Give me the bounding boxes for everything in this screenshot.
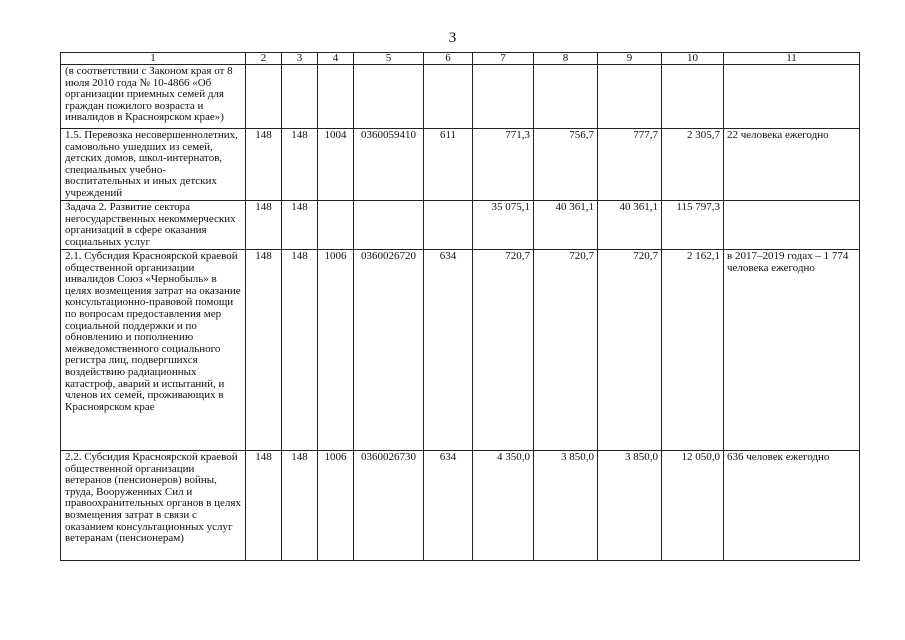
cell-c3: 148 — [282, 250, 318, 451]
column-header: 9 — [598, 53, 662, 65]
cell-c6 — [424, 65, 473, 129]
cell-c5 — [354, 65, 424, 129]
table-row — [61, 451, 860, 561]
cell-c2: 148 — [246, 129, 282, 201]
cell-c7 — [473, 65, 534, 129]
cell-c8: 3 850,0 — [534, 451, 598, 561]
cell-c5: 0360026730 — [354, 451, 424, 561]
cell-c11 — [724, 65, 860, 129]
column-header: 10 — [662, 53, 724, 65]
column-header: 1 — [61, 53, 246, 65]
budget-table — [60, 52, 860, 561]
cell-c10: 115 797,3 — [662, 201, 724, 250]
column-header: 6 — [424, 53, 473, 65]
cell-c5 — [354, 201, 424, 250]
cell-c2: 148 — [246, 201, 282, 250]
cell-c11: в 2017–2019 годах – 1 774 человека ежегодно — [724, 250, 860, 451]
page-number: 3 — [448, 30, 457, 46]
cell-c9: 720,7 — [598, 250, 662, 451]
cell-c4: 1004 — [318, 129, 354, 201]
header-row — [61, 53, 860, 65]
cell-c2: 148 — [246, 451, 282, 561]
column-header: 11 — [724, 53, 860, 65]
cell-c10: 2 162,1 — [662, 250, 724, 451]
cell-c3 — [282, 65, 318, 129]
cell-c4 — [318, 201, 354, 250]
cell-c4 — [318, 65, 354, 129]
cell-c3: 148 — [282, 129, 318, 201]
column-header: 2 — [246, 53, 282, 65]
cell-c5: 0360059410 — [354, 129, 424, 201]
column-header: 3 — [282, 53, 318, 65]
table-row — [61, 250, 860, 451]
cell-c6: 634 — [424, 451, 473, 561]
cell-c8 — [534, 65, 598, 129]
cell-c8: 720,7 — [534, 250, 598, 451]
cell-c10: 12 050,0 — [662, 451, 724, 561]
column-header: 4 — [318, 53, 354, 65]
cell-c6 — [424, 201, 473, 250]
table-row — [61, 129, 860, 201]
column-header: 8 — [534, 53, 598, 65]
cell-c11: 636 человек ежегодно — [724, 451, 860, 561]
cell-c9: 777,7 — [598, 129, 662, 201]
cell-c11: 22 человека ежегодно — [724, 129, 860, 201]
cell-c4: 1006 — [318, 451, 354, 561]
cell-c9: 40 361,1 — [598, 201, 662, 250]
row-name: (в соответствии с Законом края от 8 июля 2010 года № 10-4866 «Об организации приемных семей для граждан пожилого возраста и инвалидов в Красноярском крае») — [61, 65, 246, 129]
cell-c11 — [724, 201, 860, 250]
cell-c9: 3 850,0 — [598, 451, 662, 561]
cell-c6: 611 — [424, 129, 473, 201]
cell-c7: 4 350,0 — [473, 451, 534, 561]
cell-c2: 148 — [246, 250, 282, 451]
row-name: 1.5. Перевозка несовершеннолетних, самовольно ушедших из семей, детских домов, школ-интернатов, специальных учебно-воспитательных и иных детских учреждений — [61, 129, 246, 201]
cell-c5: 0360026720 — [354, 250, 424, 451]
cell-c10: 2 305,7 — [662, 129, 724, 201]
row-name: 2.2. Субсидия Красноярской краевой общественной организации ветеранов (пенсионеров) войны, труда, Вооруженных Сил и правоохранительных органов в целях возмещения затрат в связи с оказанием консультационных услуг ветеранам (пенсионерам) — [61, 451, 246, 561]
cell-c7: 35 075,1 — [473, 201, 534, 250]
row-name: Задача 2. Развитие сектора негосударственных некоммерческих организаций в сфере оказания социальных услуг — [61, 201, 246, 250]
cell-c10 — [662, 65, 724, 129]
column-header: 5 — [354, 53, 424, 65]
cell-c3: 148 — [282, 201, 318, 250]
table-row — [61, 65, 860, 129]
cell-c6: 634 — [424, 250, 473, 451]
table-row — [61, 201, 860, 250]
cell-c7: 720,7 — [473, 250, 534, 451]
cell-c2 — [246, 65, 282, 129]
column-header: 7 — [473, 53, 534, 65]
cell-c3: 148 — [282, 451, 318, 561]
cell-c7: 771,3 — [473, 129, 534, 201]
cell-c8: 756,7 — [534, 129, 598, 201]
cell-c4: 1006 — [318, 250, 354, 451]
cell-c9 — [598, 65, 662, 129]
row-name: 2.1. Субсидия Красноярской краевой общественной организации инвалидов Союз «Чернобыль» в целях возмещения затрат на оказание консультационно-правовой помощи по вопросам предоставления мер социальной поддержки и по обновлению и пополнению межведомственного социального регистра лиц, подвергшихся воздействию радиационных катастроф, аварий и испытаний, и членов их семей, проживающих в Красноярском крае — [61, 250, 246, 451]
cell-c8: 40 361,1 — [534, 201, 598, 250]
